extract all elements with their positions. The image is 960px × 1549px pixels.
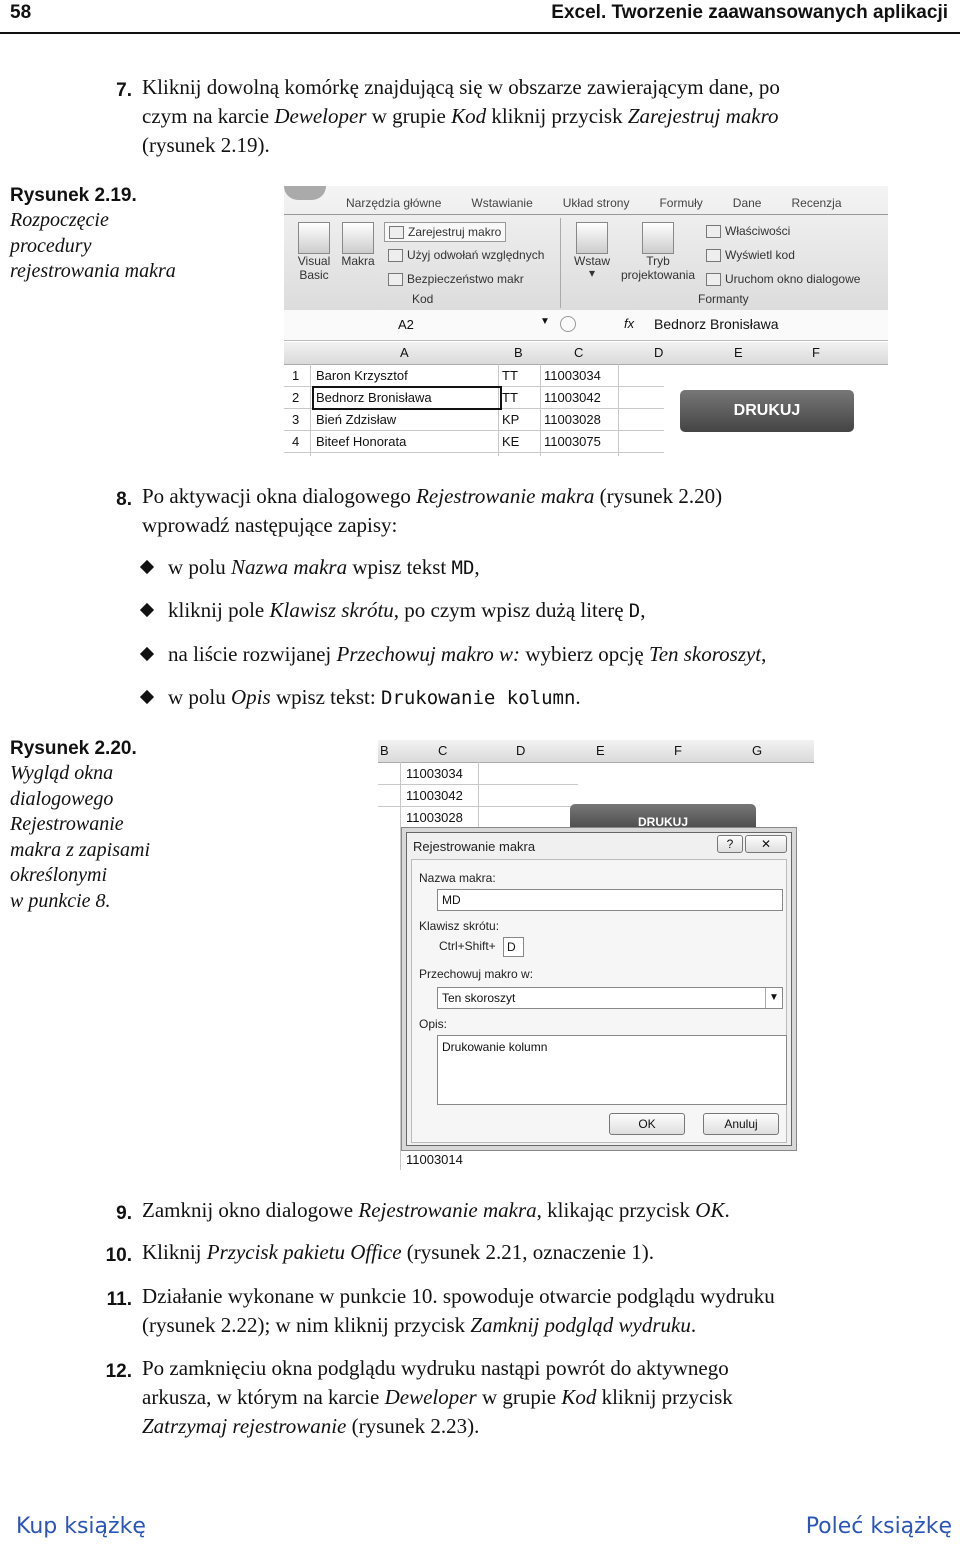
button-label: Makra	[341, 254, 375, 268]
figure-label: Rysunek 2.20.	[10, 738, 137, 759]
selected-option: Ten skoroszyt	[442, 991, 516, 1005]
buy-book-link[interactable]: Kup książkę	[16, 1514, 146, 1539]
ribbon-tabs	[346, 194, 868, 212]
text-line: (rysunek 2.22); w nim kliknij przycisk Zamknij podgląd wydruku.	[142, 1313, 697, 1337]
store-macro-select[interactable]	[437, 987, 783, 1009]
button-label: Bezpieczeństwo makr	[407, 272, 524, 286]
step-8-text	[142, 482, 942, 540]
diamond-bullet-icon	[140, 690, 154, 704]
list-item: w polu Opis wpisz tekst: Drukowanie kolumn.	[142, 683, 581, 713]
step-number: 7.	[116, 80, 132, 101]
table-cell[interactable]: 11003014	[406, 1152, 463, 1167]
table-cell[interactable]: KP	[502, 412, 520, 427]
table-cell[interactable]: Baron Krzysztof	[316, 368, 408, 383]
gridline	[498, 364, 499, 456]
column-header[interactable]: A	[400, 345, 409, 360]
excel-screenshot-1	[284, 186, 888, 456]
view-code-icon	[706, 249, 721, 262]
group-label-code: Kod	[412, 292, 434, 306]
figure-label: Rysunek 2.19.	[10, 185, 137, 206]
insert-control-button[interactable]	[568, 222, 616, 292]
description-label: Opis:	[419, 1017, 448, 1031]
text-line: Po zamknięciu okna podglądu wydruku nastąpi powrót do aktywnego	[142, 1356, 729, 1380]
table-cell[interactable]: 11003028	[406, 810, 463, 825]
properties-icon	[706, 225, 721, 238]
row-header[interactable]: 1	[292, 368, 300, 383]
table-cell[interactable]: 11003034	[544, 368, 601, 383]
step-12-text	[142, 1354, 942, 1441]
gridline	[540, 364, 541, 456]
table-cell[interactable]: TT	[502, 368, 518, 383]
button-label: projektowania	[620, 268, 696, 282]
gridline	[284, 452, 664, 453]
close-button[interactable]: ✕	[745, 835, 787, 853]
button-label: Właściwości	[725, 224, 791, 238]
column-header[interactable]: C	[574, 345, 584, 360]
step-7-text	[142, 73, 942, 160]
table-cell[interactable]: 11003075	[544, 434, 601, 449]
table-cell[interactable]: KE	[502, 434, 520, 449]
divider	[284, 214, 888, 215]
gridline	[284, 430, 664, 431]
worksheet-grid	[284, 342, 888, 456]
chevron-down-icon: ▾	[588, 266, 596, 280]
list-item: na liście rozwijanej Przechowuj makro w: wybierz opcję Ten skoroszyt,	[142, 640, 766, 669]
help-button[interactable]: ?	[717, 835, 743, 853]
figure-caption-2-19	[10, 183, 250, 285]
gridline	[478, 762, 479, 832]
caption-line: określonymi	[10, 864, 108, 886]
column-header[interactable]: E	[596, 743, 605, 758]
tab-page-layout[interactable]: Układ strony	[562, 196, 630, 210]
visual-basic-button[interactable]	[292, 222, 336, 292]
chevron-down-icon[interactable]: ▼	[540, 316, 550, 327]
text-line: Działanie wykonane w punkcie 10. spowoduje otwarcie podglądu wydruku	[142, 1284, 775, 1308]
macro-name-input[interactable]: MD	[437, 889, 783, 911]
list-item: kliknij pole Klawisz skrótu, po czym wpisz dużą literę D,	[142, 596, 645, 626]
text-line: Kliknij dowolną komórkę znajdującą się w obszarze zawierającym dane, po	[142, 75, 780, 99]
caption-line: Rejestrowanie	[10, 813, 124, 835]
button-label: Użyj odwołań względnych	[407, 248, 545, 262]
macro-security-button[interactable]	[388, 270, 524, 288]
table-cell[interactable]: 11003042	[406, 788, 463, 803]
ok-button[interactable]: OK	[609, 1113, 685, 1135]
row-header[interactable]: 3	[292, 412, 300, 427]
run-dialog-button[interactable]	[706, 270, 860, 288]
record-icon	[389, 226, 404, 239]
column-header[interactable]: B	[380, 743, 389, 758]
relative-refs-button[interactable]	[388, 246, 544, 264]
column-header[interactable]: G	[752, 743, 763, 758]
gridline	[310, 364, 311, 456]
cancel-button[interactable]: Anuluj	[703, 1113, 779, 1135]
dialog-title: Rejestrowanie makra	[413, 839, 536, 854]
caption-line: rejestrowania makra	[10, 260, 176, 282]
button-label: Wyświetl kod	[725, 248, 795, 262]
design-mode-button[interactable]	[618, 222, 698, 292]
text-line: arkusza, w którym na karcie Deweloper w grupie Kod kliknij przycisk	[142, 1385, 733, 1409]
record-macro-dialog	[406, 832, 792, 1146]
fx-icon[interactable]: fx	[624, 316, 635, 331]
column-header[interactable]: B	[514, 345, 523, 360]
button-label: Zarejestruj makro	[408, 225, 502, 239]
caption-line: procedury	[10, 234, 92, 257]
name-box[interactable]: A2	[398, 317, 414, 332]
caption-line: makra z zapisami	[10, 838, 151, 861]
button-label: Wstaw	[574, 254, 610, 268]
formula-input[interactable]: Bednorz Bronisława	[654, 316, 779, 332]
tab-review[interactable]: Recenzja	[791, 196, 842, 210]
text-line: wprowadź następujące zapisy:	[142, 513, 398, 537]
print-button[interactable]: DRUKUJ	[570, 804, 756, 834]
visual-basic-icon	[298, 222, 330, 254]
excel-screenshot-2	[378, 740, 814, 1170]
caption-line: w punkcie 8.	[10, 889, 111, 912]
group-label-controls: Formanty	[698, 292, 749, 306]
book-title: Excel. Tworzenie zaawansowanych aplikacji	[551, 2, 948, 23]
table-cell[interactable]: Biteef Honorata	[316, 434, 407, 449]
page-number: 58	[10, 2, 32, 23]
table-cell[interactable]: 11003034	[406, 766, 463, 781]
gridline	[378, 784, 578, 785]
step-number: 11.	[106, 1289, 132, 1310]
toolbox-icon	[576, 222, 608, 254]
button-label: Tryb	[646, 254, 670, 268]
view-code-button[interactable]	[706, 246, 795, 264]
column-header[interactable]: F	[812, 345, 820, 360]
tab-insert[interactable]: Wstawianie	[471, 196, 533, 210]
formula-bar	[284, 310, 888, 341]
column-header[interactable]: C	[438, 743, 448, 758]
relative-refs-icon	[388, 249, 403, 262]
record-macro-button[interactable]	[384, 222, 506, 242]
macro-name-label: Nazwa makra:	[419, 871, 496, 885]
ribbon	[284, 186, 888, 310]
figure-caption-2-20	[10, 736, 210, 914]
column-header-row	[284, 342, 888, 365]
shortcut-input[interactable]: D	[503, 937, 524, 957]
office-button-icon[interactable]	[284, 186, 326, 200]
store-macro-label: Przechowuj makro w:	[419, 967, 534, 981]
button-label: Uruchom okno dialogowe	[725, 272, 861, 286]
button-label: Basic	[299, 268, 329, 282]
chevron-down-icon[interactable]: ▼	[765, 988, 782, 1008]
print-button[interactable]: DRUKUJ	[680, 390, 854, 432]
run-dialog-icon	[706, 273, 721, 286]
text-line: (rysunek 2.19).	[142, 133, 270, 157]
running-header	[0, 0, 960, 34]
table-cell[interactable]: TT	[502, 390, 518, 405]
table-cell[interactable]: Bień Zdzisław	[316, 412, 397, 427]
gridline	[378, 806, 578, 807]
caption-line: Wygląd okna	[10, 762, 114, 784]
tab-home[interactable]: Narzędzia główne	[346, 196, 442, 210]
column-header[interactable]: F	[674, 743, 682, 758]
tab-data[interactable]: Dane	[732, 196, 762, 210]
table-cell[interactable]: Bednorz Bronisława	[316, 390, 432, 405]
tab-formulas[interactable]: Formuły	[659, 196, 703, 210]
design-mode-icon	[642, 222, 674, 254]
column-header[interactable]: D	[516, 743, 526, 758]
caption-line: Rozpoczęcie	[10, 209, 109, 231]
table-cell[interactable]: 11003042	[544, 390, 601, 405]
step-11-text	[142, 1282, 942, 1340]
step-9-text: Zamknij okno dialogowe Rejestrowanie makra, klikając przycisk OK.	[142, 1198, 730, 1222]
row-header[interactable]: 4	[292, 434, 300, 449]
description-textarea[interactable]: Drukowanie kolumn	[437, 1035, 787, 1105]
diamond-bullet-icon	[140, 560, 154, 574]
step-10-text: Kliknij Przycisk pakietu Office (rysunek 2.21, oznaczenie 1).	[142, 1240, 655, 1264]
row-header[interactable]: 2	[292, 390, 300, 405]
gridline	[400, 762, 401, 1170]
step-number: 10.	[105, 1245, 132, 1266]
diamond-bullet-icon	[140, 647, 154, 661]
diamond-bullet-icon	[140, 603, 154, 617]
table-cell[interactable]: 11003028	[544, 412, 601, 427]
circle-icon	[560, 316, 576, 332]
shortcut-prefix: Ctrl+Shift+	[439, 939, 496, 953]
step-number: 12.	[105, 1361, 132, 1382]
divider	[560, 218, 561, 308]
warning-icon	[388, 273, 403, 286]
shortcut-label: Klawisz skrótu:	[419, 919, 500, 933]
step-number: 8.	[116, 489, 132, 510]
properties-button[interactable]	[706, 222, 790, 240]
caption-line: dialogowego	[10, 787, 114, 810]
gridline	[618, 364, 619, 456]
text-line: czym na karcie Deweloper w grupie Kod kliknij przycisk Zarejestruj makro	[142, 104, 779, 128]
button-label: Visual	[297, 254, 331, 268]
column-header[interactable]: E	[734, 345, 743, 360]
column-header[interactable]: D	[654, 345, 664, 360]
recommend-book-link[interactable]: Poleć książkę	[805, 1514, 952, 1539]
macros-icon	[342, 222, 374, 254]
step-number: 9.	[116, 1203, 132, 1224]
list-item: w polu Nazwa makra wpisz tekst MD,	[142, 553, 480, 583]
text-line: Po aktywacji okna dialogowego Rejestrowanie makra (rysunek 2.20)	[142, 484, 723, 508]
macros-button[interactable]	[338, 222, 378, 282]
text-line: Zatrzymaj rejestrowanie (rysunek 2.23).	[142, 1414, 480, 1438]
